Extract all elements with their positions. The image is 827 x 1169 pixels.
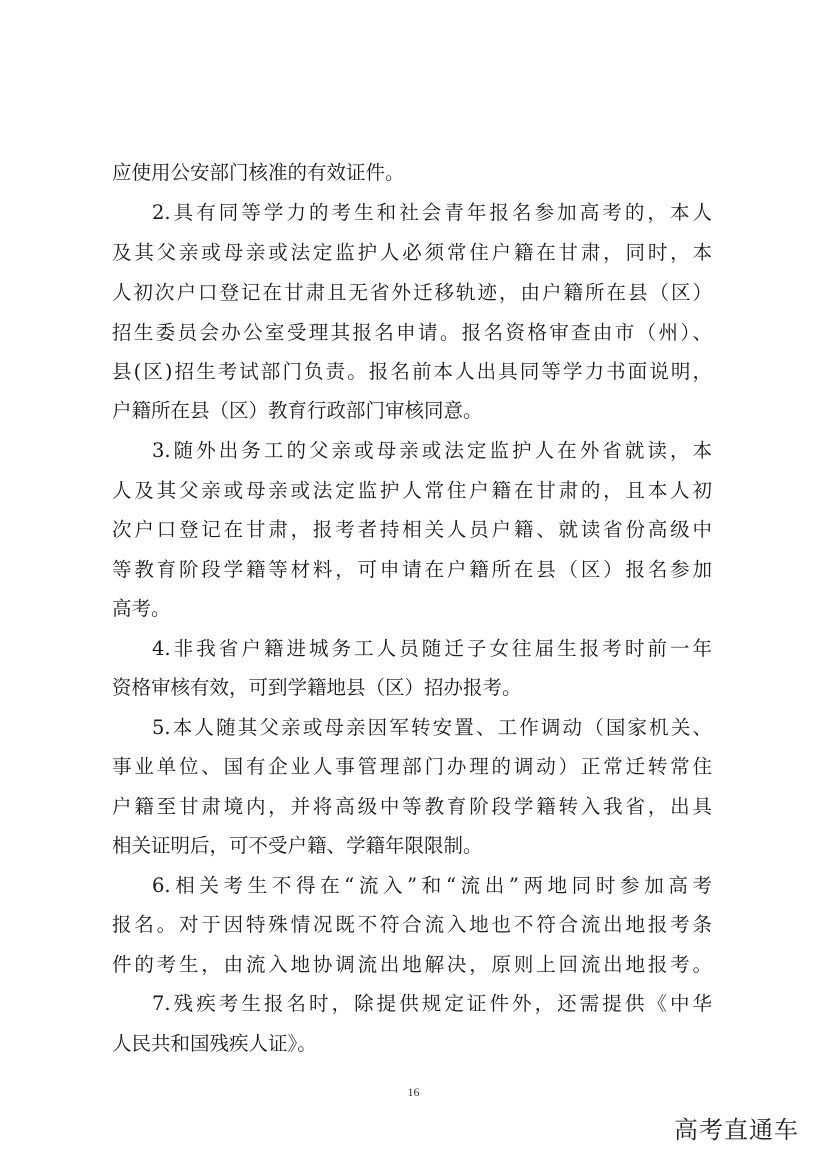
item-5-line-3: 户籍至甘肃境内，并将高级中等教育阶段学籍转入我省，出具 [112, 795, 712, 818]
watermark-text: 高考直通车 [674, 1116, 799, 1144]
item-6-line-1: 6.相关考生不得在“流入”和“流出”两地同时参加高考 [152, 874, 712, 897]
item-4-line-2: 资格审核有效，可到学籍地县（区）招办报考。 [112, 676, 522, 699]
item-5-line-4: 相关证明后，可不受户籍、学籍年限限制。 [112, 834, 483, 857]
item-3-line-1: 3.随外出务工的父亲或母亲或法定监护人在外省就读，本 [152, 439, 712, 462]
item-2-line-1: 2.具有同等学力的考生和社会青年报名参加高考的，本人 [152, 201, 712, 224]
item-6-line-2: 报名。对于因特殊情况既不符合流入地也不符合流出地报考条 [112, 913, 712, 936]
item-2-line-4: 招生委员会办公室受理其报名申请。报名资格审查由市（州）、 [112, 321, 712, 344]
item-5-line-2: 事业单位、国有企业人事管理部门办理的调动）正常迁转常住 [112, 755, 712, 778]
item-2-line-6: 户籍所在县（区）教育行政部门审核同意。 [112, 399, 483, 422]
item-2-line-5: 县(区)招生考试部门负责。报名前本人出具同等学力书面说明， [112, 360, 712, 383]
text-line-1: 应使用公安部门核准的有效证件。 [112, 161, 405, 184]
item-3-line-4: 等教育阶段学籍等材料，可申请在户籍所在县（区）报名参加 [112, 558, 712, 581]
item-3-line-5: 高考。 [112, 597, 171, 620]
item-5-line-1: 5.本人随其父亲或母亲因军转安置、工作调动（国家机关、 [152, 716, 712, 739]
item-7-line-2: 人民共和国残疾人证》。 [112, 1032, 317, 1055]
item-2-line-2: 及其父亲或母亲或法定监护人必须常住户籍在甘肃，同时，本 [112, 241, 712, 264]
item-3-line-3: 次户口登记在甘肃，报考者持相关人员户籍、就读省份高级中 [112, 518, 712, 541]
item-6-line-3: 件的考生，由流入地协调流出地解决，原则上回流出地报考。 [112, 953, 712, 976]
item-3-line-2: 人及其父亲或母亲或法定监护人常住户籍在甘肃的，且本人初 [112, 479, 712, 502]
item-7-line-1: 7.残疾考生报名时，除提供规定证件外，还需提供《中华 [152, 992, 712, 1015]
item-2-line-3: 人初次户口登记在甘肃且无省外迁移轨迹，由户籍所在县（区） [112, 281, 712, 304]
page-number: 16 [407, 1085, 420, 1099]
item-4-line-1: 4.非我省户籍进城务工人员随迁子女往届生报考时前一年 [152, 637, 712, 660]
